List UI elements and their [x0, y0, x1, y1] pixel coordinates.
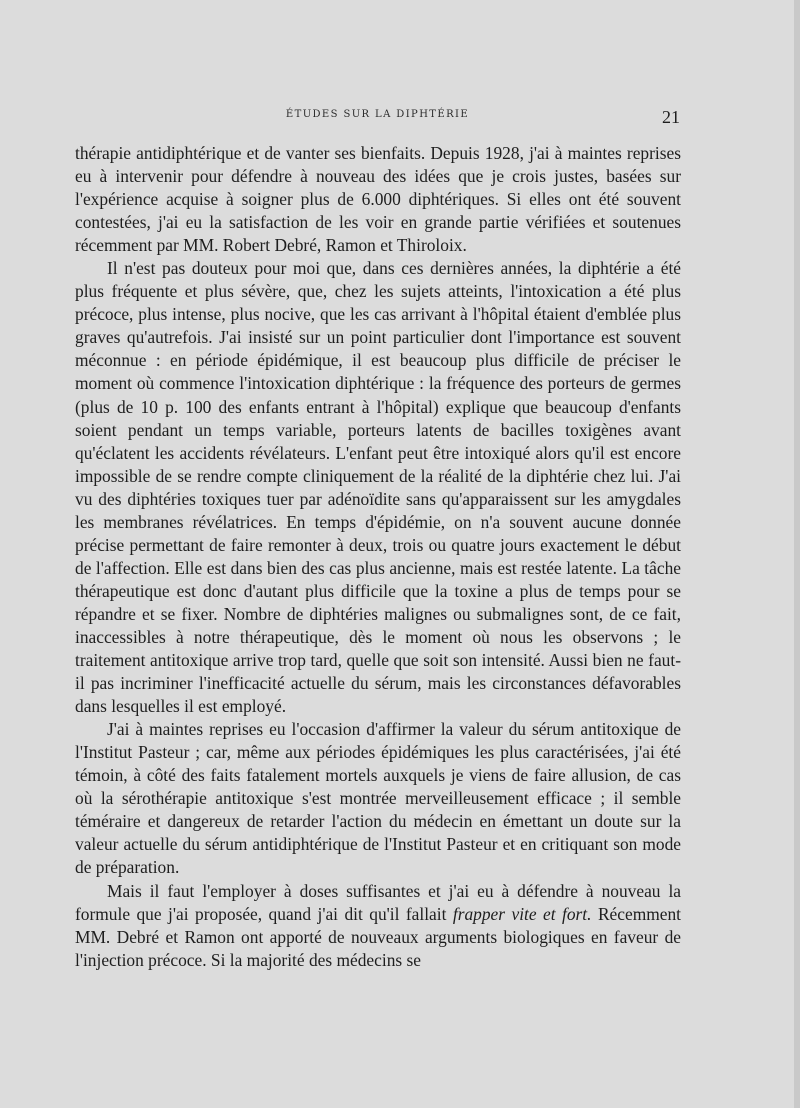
paragraph-epidemic: Il n'est pas douteux pour moi que, dans ces dernières années, la diphtérie a été plus fréquente et plus sévère, que, chez les sujets atteints, l'intoxication a été plus précoce, plus intense, plus nocive, que les cas arrivant à l'hôpital étaient d'emblée plus graves qu'autrefois. J'ai insisté sur un point particulier dont l'importance est souvent méconnue : en période épidémique, il est beaucoup plus difficile de préciser le moment où commence l'intoxication diphtérique : la fréquence des porteurs de germes (plus de 10 p. 100 des enfants entrant à l'hôpital) explique que beaucoup d'enfants soient pendant un temps variable, porteurs latents de bacilles toxigènes avant qu'éclatent les accidents révélateurs. L'enfant peut être intoxiqué alors qu'il est encore impossible de se rendre compte cliniquement de la réalité de la diphtérie chez lui. J'ai vu des diphtéries toxiques tuer par adénoïdite sans qu'apparaissent sur les amygdales les membranes révélatrices. En temps d'épidémie, on n'a souvent aucune donnée précise permettant de faire remonter à deux, trois ou quatre jours exactement le début de l'affection. Elle est dans bien des cas plus ancienne, mais est restée latente. La tâche thérapeutique est donc d'autant plus difficile que la toxine a plus de temps pour se répandre et se fixer. Nombre de diphtéries malignes ou submalignes sont, de ce fait, inaccessibles à notre thérapeutique, dès le moment où nous les observons ; le traitement antitoxique arrive trop tard, quelle que soit son intensité. Aussi bien ne faut-il pas incriminer l'inefficacité actuelle du sérum, mais les circonstances défavorables dans lesquelles il est employé. — [75, 258, 681, 717]
dosage-text-after: Récemment MM. Debré et Ramon ont apporté de nouveaux arguments biologiques en faveur de l'injection précoce. Si la majorité des médecins se — [75, 903, 681, 970]
page-number: 21 — [662, 107, 680, 127]
dosage-text-before: Mais il faut l'employer à doses suffisantes et j'ai eu à défendre à nouveau la formule que j'ai proposée, quand j'ai dit qu'il fallait — [75, 880, 681, 924]
body-text — [75, 142, 681, 972]
emphasis-frapper-vite: frapper vite et fort. — [452, 903, 592, 924]
paragraph-dosage — [75, 880, 681, 972]
running-title: ÉTUDES SUR LA DIPHTÉRIE — [285, 109, 470, 120]
page-edge-shadow — [794, 0, 800, 1108]
paragraph-serum-value: J'ai à maintes reprises eu l'occasion d'affirmer la valeur du sérum antitoxique de l'Institut Pasteur ; car, même aux périodes épidémiques les plus caractérisées, j'ai été témoin, à côté des faits fatalement mortels auxquels je viens de faire allusion, de cas où la sérothérapie antitoxique s'est montrée merveilleusement efficace ; il semble téméraire et dangereux de retarder l'action du médecin en émettant un doute sur la valeur actuelle du sérum antidiphtérique de l'Institut Pasteur et en critiquant son mode de préparation. — [75, 719, 681, 878]
page-header — [75, 107, 680, 137]
paragraph-continuation: thérapie antidiphtérique et de vanter ses bienfaits. Depuis 1928, j'ai à maintes reprises eu à intervenir pour défendre à nouveau des idées que je crois justes, basées sur l'expérience acquise à soigner plus de 6.000 diphtériques. Si elles ont été souvent contestées, j'ai eu la satisfaction de les voir en grande partie vérifiées et soutenues récemment par MM. Robert Debré, Ramon et Thiroloix. — [75, 143, 681, 256]
